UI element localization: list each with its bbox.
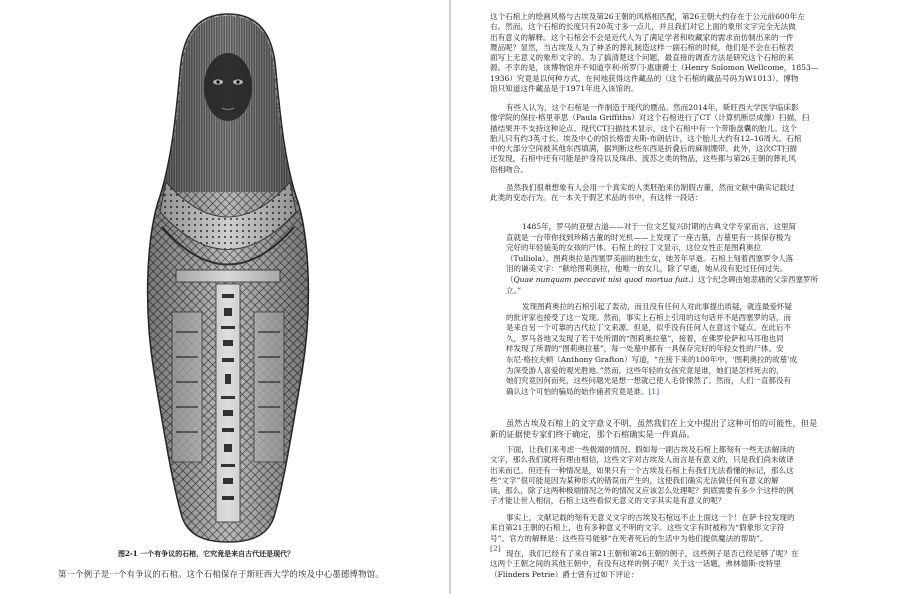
right-page xyxy=(451,0,900,594)
footnote-ref-1[interactable]: [1] xyxy=(648,386,660,396)
paragraph-2: 有些人认为，这个石棺是一件制造于现代的赝品。然而2014年，斯旺西大学医学临床影 像学院的保拉·格里菲思（Paula Griffiths）对这个石棺进行了CT（计算机断层成像）扫描，扫 描结果并不支持这种论点。现代CT扫描技术显示，这个石棺中有一个带脂盘囊的胎儿。这个 胎儿只有约3英寸长。埃及中心的馆长格雷夫斯-布朗估计，这个胎儿大约有12–16周大。石棺 中的大部分空间被其他东西填满，据判断这些东西是折叠后的麻制绷带。此外，这次CT扫描 还发现，石棺中还有可能是护身符以及珠串、流苏之类的物品，这些都与第26王朝的葬礼风 俗相吻合。 xyxy=(490,103,810,174)
block-quote-2: 发现图莉奥拉的石棺引起了轰动，而且没有任何人对此事提出质疑，就连最爱怀疑 的批评家也接受了这一发现。然而，事实上石棺上引用的这句话并不是西塞罗的话，而 是来自另一个可靠的古代拉丁文来源。但是，似乎没有任何人在意这个疑点。在此后不 久，罗马各地又发现了若干处所谓的“图莉奥拉墓”，接着，在佛罗伦萨和马耳他也同 样发现了所谓的“图莉奥拉墓”，每一处墓中都有一具保存完好的年轻女性的尸体。安 东尼·格拉夫顿（Anthony Grafton）写道，“在接下来的100年中，‘图莉奥拉的故墓’成 为深受游人喜爱的观光胜地。”然而，这些年轻的女孩究竟是谁，她们是怎样死去的， 她们究竟因何而死，这些问题光是想一想就已使人毛骨悚然了。然而，人们一直都没有 确认这个可怕的骗局的始作俑者究竟是谁。[1] xyxy=(506,302,798,396)
paragraph-4: 虽然古埃及石棺上的文字意义不明，虽然我们在上文中提出了这种可怕的可能性，但是 新的证据使专家们终于确定，那个石棺确实是一件真品。 xyxy=(490,418,818,440)
coffin-figure xyxy=(132,12,324,544)
quote-2-last-line: 确认这个可怕的骗局的始作俑者究竟是谁。 xyxy=(506,386,649,396)
left-page xyxy=(0,0,449,594)
left-bottom-paragraph: 第一个例子是一个有争议的石棺。这个石棺保存于斯旺西大学的埃及中心墨德博物馆。 xyxy=(58,569,384,579)
footnote-ref-2[interactable]: [2] xyxy=(490,543,501,553)
paragraph-1: 这个石棺上的绘画风格与古埃及第26王朝的风格相匹配，第26王朝大约存在于公元前600年左 右。然而，这个石棺的长度只有20英寸多一点儿，并且我们对它上面的象形文字完全无法做 出有意义的解释。这个石棺会不会是近代人为了满足学者和收藏家的需求而仿制出来的一件 赝品呢？显然，当古埃及人为了神圣的葬礼制造这样一副石棺的时候，他们是不会在石棺表 面写上无意义的象形文字的。为了搞清楚这个问题，最直接的调查方法是研究这个石棺的来 源。不幸的是，该博物馆并不知道亨利·所罗门·惠康爵士（Henry Solomon Wellcome，1853— 1936）究竟是以何种方式、在何地获得这件藏品的（这个石棺的藏品号码为W1013）。博物 馆只知道这件藏品是于1971年进入该馆的。 xyxy=(490,12,819,94)
paragraph-6: 事实上，文献记载的刻有无意义文字的古埃及石棺远不止上面这一个！在萨卡拉发现的 来自第21王朝的石棺上，也有多种意义不明的文字。这些文字有时被称为“假象形文字符 号”。官方的解释是：这些符号能够“在死者死后的生活中为他们提供魔法的帮助”。 [2] xyxy=(490,513,862,554)
latin-open-paren: （ xyxy=(506,274,514,284)
figure-caption: 图2-1 一个有争议的石棺，它究竟是来自古代还是现代？ xyxy=(118,549,295,558)
paragraph-5: 下面，让我们来考虑一些极端的情况。假如每一副古埃及石棺上都刻有一些无法解读的 文字，那么我们就将有理由相信，这些文字对古埃及人而言是有意义的，只是我们尚未破译 出来而已。但还有一种情况是，如果只有一个古埃及石棺上有我们无法看懂的标记，那么这 些“文字”很可能是因为某种形式的错误而产生的，这使我们确实无法做任何有意义的解 读。那么，除了这两种极端情况之外的情况又应该怎么处理呢？到底需要有多少个这样的例 子才能让世人相信，石棺上这些看似无意义的文字其实是有意义的呢？ xyxy=(490,445,795,506)
paragraph-6-last-line: 号”。官方的解释是：这些符号能够“在死者死后的生活中为他们提供魔法的帮助”。 xyxy=(490,533,768,543)
latin-close-text: ）这个纪念碑由她悲痛的父亲西塞罗所 xyxy=(690,274,819,284)
paragraph-3: 虽然我们很难想象有人会用一个真实的人类胚胎来仿制假古董，然而文献中确实记载过 此类的变态行为。在一本关于假艺术品的书中，有这样一段话： xyxy=(490,183,795,203)
paragraph-7: 现在，我们已经有了来自第21王朝和第26王朝的例子，这些例子是否已经足够了呢？在 这两个王朝之间的其他王朝中，有没有这样的例子呢？关于这一话题，弗林德斯·皮特里 （Flinders Petrie）爵士曾有过如下评论： xyxy=(490,549,799,579)
block-quote-1: 1485年，罗马的亚壁古道——对于一位文艺复兴时期的古典文学专家而言，这里简 直就是一台带你找到珍稀古董的时光机——上发现了一座古墓，古墓里有一具保存极为 完好的年轻貌美的女孩的尸体。石棺上的拉丁文显示，这位女性正是图莉奥拉 （Tulliola）。图莉奥拉是西塞罗美丽的独生女，她芳年早逝。石棺上刻着西塞罗令人落 泪的谦美文字：“献给图莉奥拉，他唯一的女儿，除了早逝，她从没有犯过任何过失。 （Quae nunquam peccavit nisi quod mortua fuit.）这个纪念碑由她悲痛的父亲西塞罗所 立。” xyxy=(506,222,819,295)
latin-quote: Quae nunquam peccavit nisi quod mortua fuit. xyxy=(513,274,691,284)
